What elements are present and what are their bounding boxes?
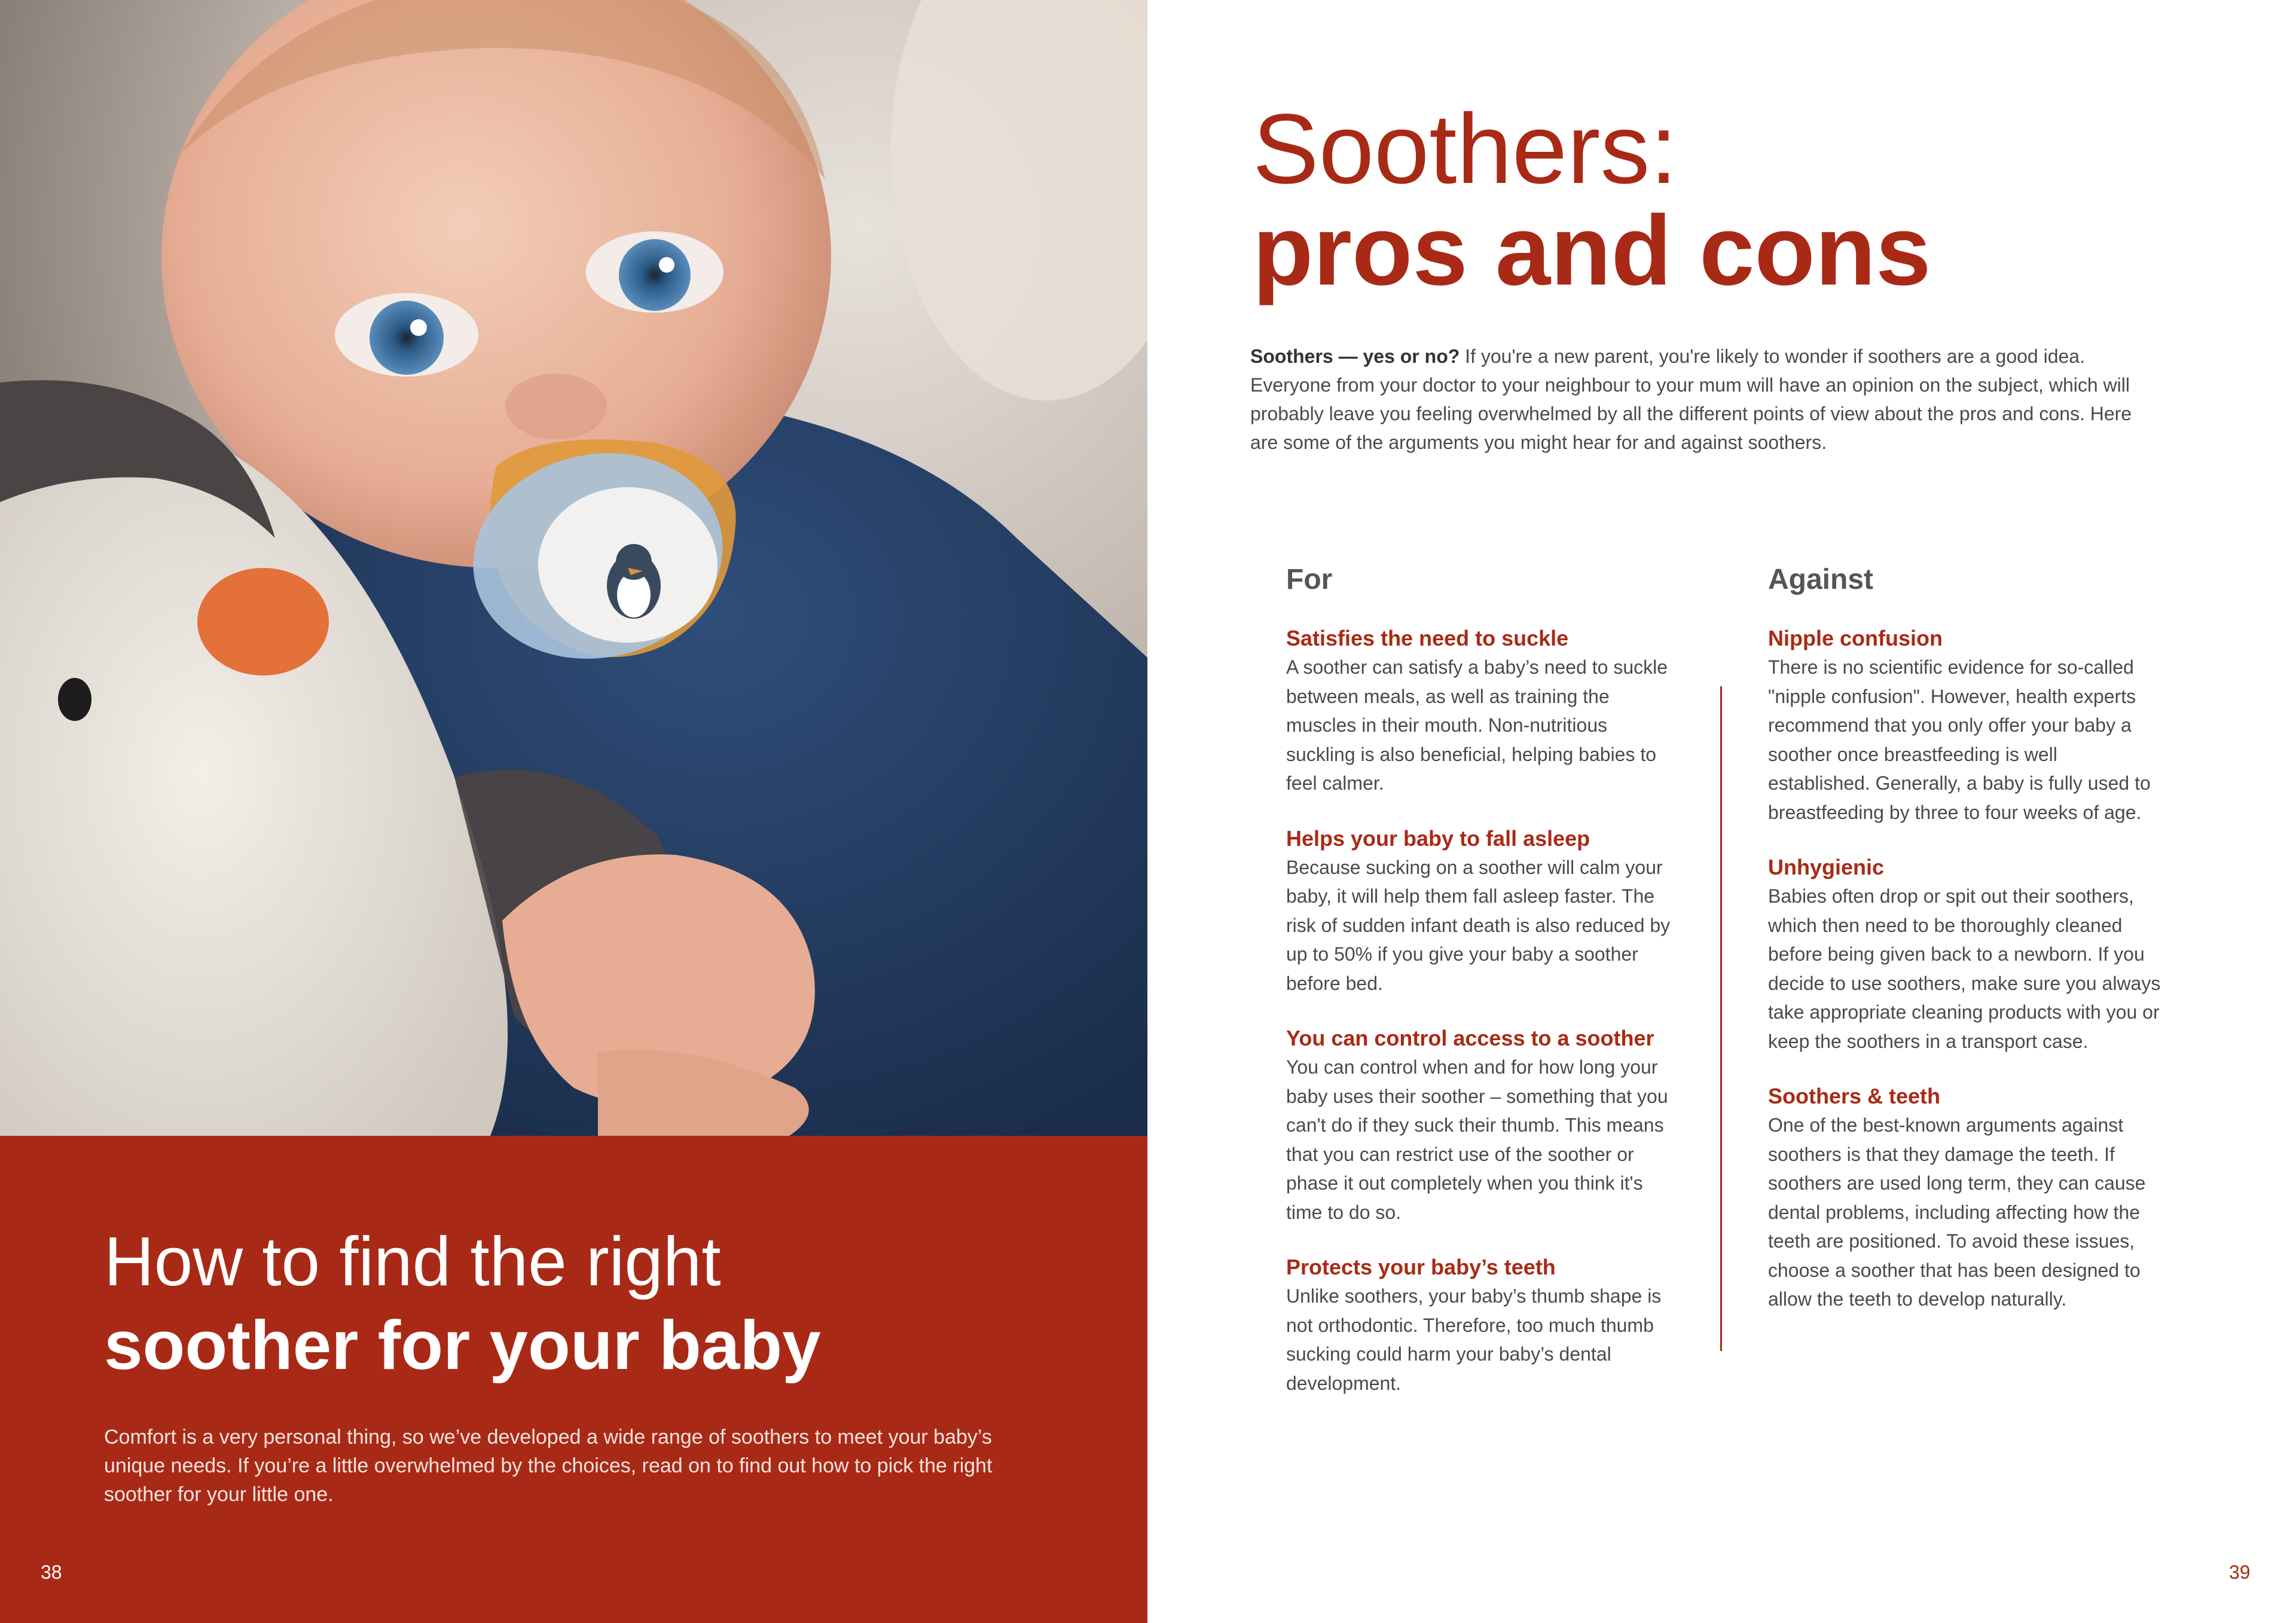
page-number-right: 39 — [2229, 1561, 2251, 1583]
left-intro-paragraph: Comfort is a very personal thing, so we’ve developed a wide range of soothers to meet your baby’s unique needs. If you’re a little overwhelmed by the choices, read on to find out how to pick the right soother for your little one. — [104, 1426, 993, 1506]
for-item-title: Helps your baby to fall asleep — [1286, 826, 1590, 851]
against-heading: Against — [1768, 564, 1874, 595]
title-bold: pros and cons — [1253, 195, 1931, 306]
against-item-title: Soothers & teeth — [1768, 1084, 1941, 1108]
for-item — [1286, 824, 1681, 998]
left-page — [0, 0, 1147, 1623]
intro-text: If you're a new parent, you're likely to wonder if soothers are a good idea. Everyone from your doctor to your neighbour to your mum will have an opinion on the subject, which will probably leave you feeling overwhelmed by all the different points of view about the pros and cons. Here are some of the arguments you might hear for and against soothers. — [1250, 346, 2132, 453]
for-item — [1286, 1253, 1681, 1398]
for-item-title: You can control access to a soother — [1286, 1026, 1654, 1050]
for-item-title: Protects your baby’s teeth — [1286, 1255, 1556, 1279]
page-number-left: 38 — [41, 1561, 62, 1583]
against-item-title: Unhygienic — [1768, 855, 1885, 879]
against-item — [1768, 1082, 2163, 1314]
for-column — [1286, 562, 1681, 1424]
against-item — [1768, 624, 2163, 827]
for-item-title: Satisfies the need to suckle — [1286, 626, 1569, 650]
against-item — [1768, 853, 2163, 1056]
against-item-body: There is no scientific evidence for so-called "nipple confusion". However, health experts recommend that you only offer your baby a soother once breastfeeding is well established. Generally, a baby is fully used to breastfeeding by three to four weeks of age. — [1768, 656, 2151, 823]
left-title-bold: soother for your baby — [104, 1306, 821, 1384]
for-item — [1286, 1024, 1681, 1227]
left-title-light: How to find the right — [104, 1222, 721, 1300]
intro-paragraph — [1250, 342, 2135, 457]
title-light: Soothers: — [1253, 94, 1678, 204]
for-item-body: Unlike soothers, your baby’s thumb shape is not orthodontic. Therefore, too much thumb sucking could harm your baby’s dental development. — [1286, 1285, 1662, 1394]
for-item-body: You can control when and for how long your baby uses their soother – something that you can't do if they suck their thumb. This means that you can restrict use of the soother or phase it out completely when you think it's time to do so. — [1286, 1056, 1668, 1223]
right-page — [1147, 0, 2296, 1623]
intro-bold-lead: Soothers — yes or no? — [1250, 346, 1460, 367]
against-item-body: One of the best-known arguments against soothers is that they damage the teeth. If soothers are used long term, they can cause dental problems, including affecting how the teeth are positioned. To avoid these issues, choose a soother that has been designed to allow the teeth to develop naturally. — [1768, 1114, 2146, 1310]
column-divider — [1720, 686, 1722, 1351]
baby-photo — [0, 0, 1147, 1136]
for-heading: For — [1286, 564, 1333, 595]
for-item — [1286, 624, 1681, 798]
against-column — [1768, 562, 2163, 1340]
against-item-title: Nipple confusion — [1768, 626, 1943, 650]
for-item-body: A soother can satisfy a baby’s need to suckle between meals, as well as training the muscles in their mouth. Non-nutritious suckling is also beneficial, helping babies to feel calmer. — [1286, 656, 1668, 794]
for-item-body: Because sucking on a soother will calm your baby, it will help them fall asleep faster. The risk of sudden infant death is also reduced by up to 50% if you give your baby a soother before bed. — [1286, 856, 1671, 994]
against-item-body: Babies often drop or spit out their soothers, which then need to be thoroughly cleaned before being given back to a newborn. If you decide to use soothers, make sure you always take appropriate cleaning products with you or keep the soothers in a transport case. — [1768, 885, 2161, 1052]
